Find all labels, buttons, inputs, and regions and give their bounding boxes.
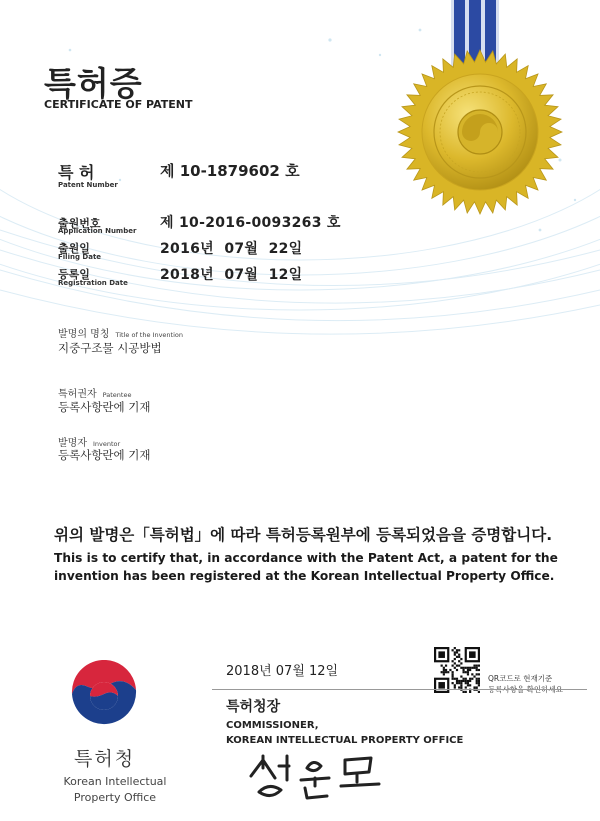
filing-date: 2016년 07월 22일: [160, 241, 303, 257]
filing-date-label: 출원일: [58, 242, 90, 255]
commissioner-title-en-2: KOREAN INTELLECTUAL PROPERTY OFFICE: [226, 735, 464, 746]
patent-label-en: Patent Number: [58, 181, 118, 189]
kipo-logo-icon: [68, 660, 140, 732]
application-label: 출원번호: [58, 217, 101, 230]
qr-note: [488, 673, 588, 695]
application-number: 제 10-2016-0093263 호: [160, 215, 341, 231]
registration-date: 2018년 07월 12일: [160, 267, 303, 283]
office-name-ko: 특허청: [74, 748, 136, 770]
office-name-en-2: Property Office: [73, 791, 157, 804]
qr-note-line1: QR코드로 현재기준: [488, 674, 553, 683]
inventor-label: 발명자: [58, 438, 87, 449]
certification-statement-en: This is to certify that, in accordance with the Patent Act, a patent for the invention has been registered at the Korean Intellectual Property Office.: [54, 551, 558, 583]
patentee-label: 특허권자: [58, 389, 97, 400]
patentee-value: 등록사항란에 기재: [58, 400, 151, 414]
inventor-label-en: Inventor: [92, 440, 121, 448]
certification-statement-ko: 위의 발명은「특허법」에 따라 특허등록원부에 등록되었음을 증명합니다.: [54, 526, 553, 544]
patent-number: 제 10-1879602 호: [160, 162, 300, 180]
invention-label-en: Title of the Invention: [115, 331, 183, 339]
issue-date: 2018년 07월 12일: [226, 664, 339, 679]
commissioner-signature: [245, 748, 395, 803]
gold-seal-icon: [396, 48, 564, 216]
certificate-title-en: CERTIFICATE OF PATENT: [44, 98, 193, 111]
office-name-en-1: Korean Intellectual: [63, 775, 167, 788]
patent-label: 특 허: [58, 163, 95, 182]
certificate-title: 특허증: [44, 64, 143, 103]
invention-label: 발명의 명칭: [58, 329, 110, 340]
filing-date-label-en: Filing Date: [58, 253, 102, 261]
invention-label-row: [58, 322, 183, 341]
registration-date-label: 등록일: [58, 268, 90, 281]
commissioner-title: 특허청장: [226, 699, 281, 715]
qr-code-icon[interactable]: [434, 647, 480, 693]
invention-title: 지중구조물 시공방법: [58, 341, 162, 355]
inventor-value: 등록사항란에 기재: [58, 448, 151, 462]
patentee-label-en: Patentee: [102, 391, 132, 399]
registration-date-label-en: Registration Date: [58, 279, 128, 287]
signature-divider: [212, 689, 587, 690]
commissioner-title-en-1: COMMISSIONER,: [226, 720, 319, 731]
application-label-en: Application Number: [58, 227, 137, 235]
